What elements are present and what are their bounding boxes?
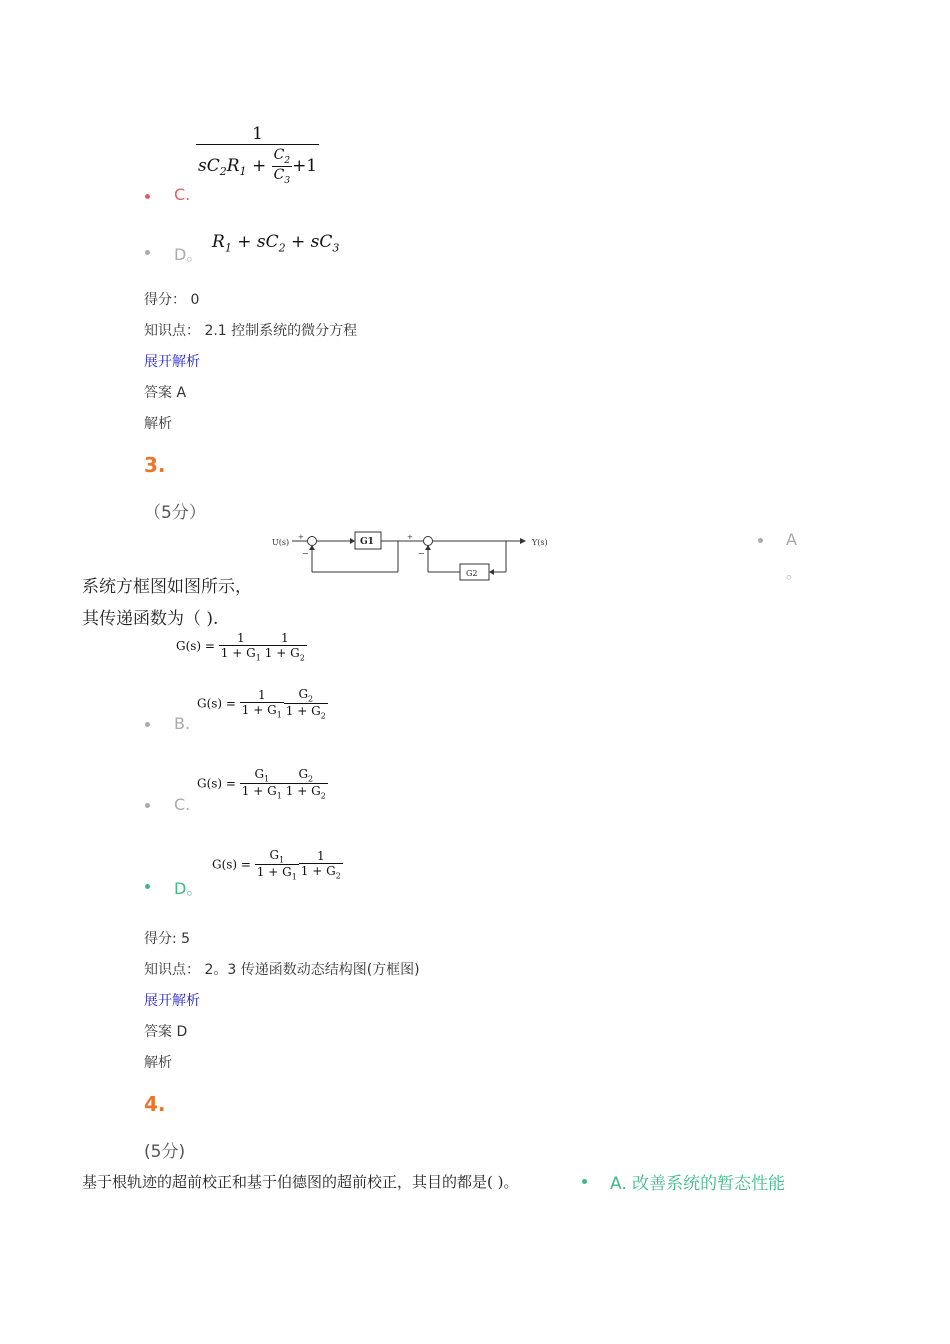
option-q3-b-label[interactable]: B. [174, 714, 191, 733]
option-q3-d-label[interactable]: D。 [174, 879, 203, 898]
q4-stem: 基于根轨迹的超前校正和基于伯德图的超前校正，其目的都是( )。 [82, 1173, 519, 1191]
bullet-q4-a [582, 1179, 587, 1184]
q3-answer: 答案 D [144, 1024, 188, 1040]
option-q3-a-suffix: 。 [786, 563, 803, 582]
bullet-q3-b [145, 722, 150, 727]
q2-analysis: 解析 [144, 416, 172, 432]
option-q2-d-label[interactable]: D。 [174, 245, 203, 264]
option-q3-c-label[interactable]: C. [174, 795, 191, 814]
q3-expand-link[interactable]: 展开解析 [144, 993, 200, 1009]
q3-score: 得分: 5 [144, 931, 191, 947]
diagram-plus2: + [407, 533, 413, 541]
diagram-output-label: Y(s) [532, 538, 548, 547]
q4-points: (5分) [144, 1142, 186, 1162]
bullet-q3-a [758, 538, 763, 543]
formula-option-c: 1 $sC_2R_1$ + $\frac{C_2}{C_3}$ +1 [198, 124, 318, 186]
formula-q3-a: G(s) = $\frac{1}{1 + G_1}$ $\frac{1}{1 + G_2}$ [176, 631, 305, 663]
q2-score: 得分： 0 [144, 292, 200, 308]
formula-q3-b: G(s) = $\frac{1}{1 + G_1}$ $\frac{G_2}{1 + G_2}$ [197, 687, 326, 721]
bullet-q3-c [145, 803, 150, 808]
q2-answer: 答案 A [144, 385, 187, 401]
summing-junction-2 [424, 537, 433, 546]
diagram-input-label: U(s) [272, 538, 290, 547]
bullet-q3-d [145, 884, 150, 889]
block-g1-label: G1 [360, 537, 374, 547]
diagram-plus1: + [298, 533, 304, 541]
option-q4-a[interactable]: A. 改善系统的暂态性能 [610, 1174, 786, 1194]
diagram-minus2: − [418, 549, 425, 558]
q2-knowledge: 知识点： 2.1 控制系统的微分方程 [144, 323, 358, 339]
q3-analysis: 解析 [144, 1055, 172, 1071]
diagram-minus1: − [302, 549, 309, 558]
q2-expand-link[interactable]: 展开解析 [144, 354, 200, 370]
option-q3-a-label[interactable]: A [786, 530, 797, 549]
q3-knowledge: 知识点： 2。3 传递函数动态结构图(方框图) [144, 962, 420, 978]
bullet-q2-d [145, 250, 150, 255]
q3-block-diagram [270, 526, 560, 584]
formula-option-d: $R_1 + sC_2 + sC_3$ [212, 232, 340, 255]
formula-q3-d: G(s) = $\frac{G_1}{1 + G_1}$ $\frac{1}{1 + G_2}$ [212, 848, 341, 882]
option-q2-c-label[interactable]: C. [174, 185, 191, 204]
bullet-q2-c [145, 194, 150, 199]
q3-points: （5分） [144, 503, 206, 523]
q3-stem-line1: 系统方框图如图所示， [82, 577, 252, 597]
q3-number: 3. [144, 453, 166, 477]
q4-number: 4. [144, 1092, 166, 1116]
summing-junction-1 [308, 537, 317, 546]
formula-q3-c: G(s) = $\frac{G_1}{1 + G_1}$ $\frac{G_2}{1 + G_2}$ [197, 767, 326, 801]
q3-stem-line2: 其传递函数为（ ). [82, 609, 219, 629]
block-g2-label: G2 [466, 569, 478, 578]
